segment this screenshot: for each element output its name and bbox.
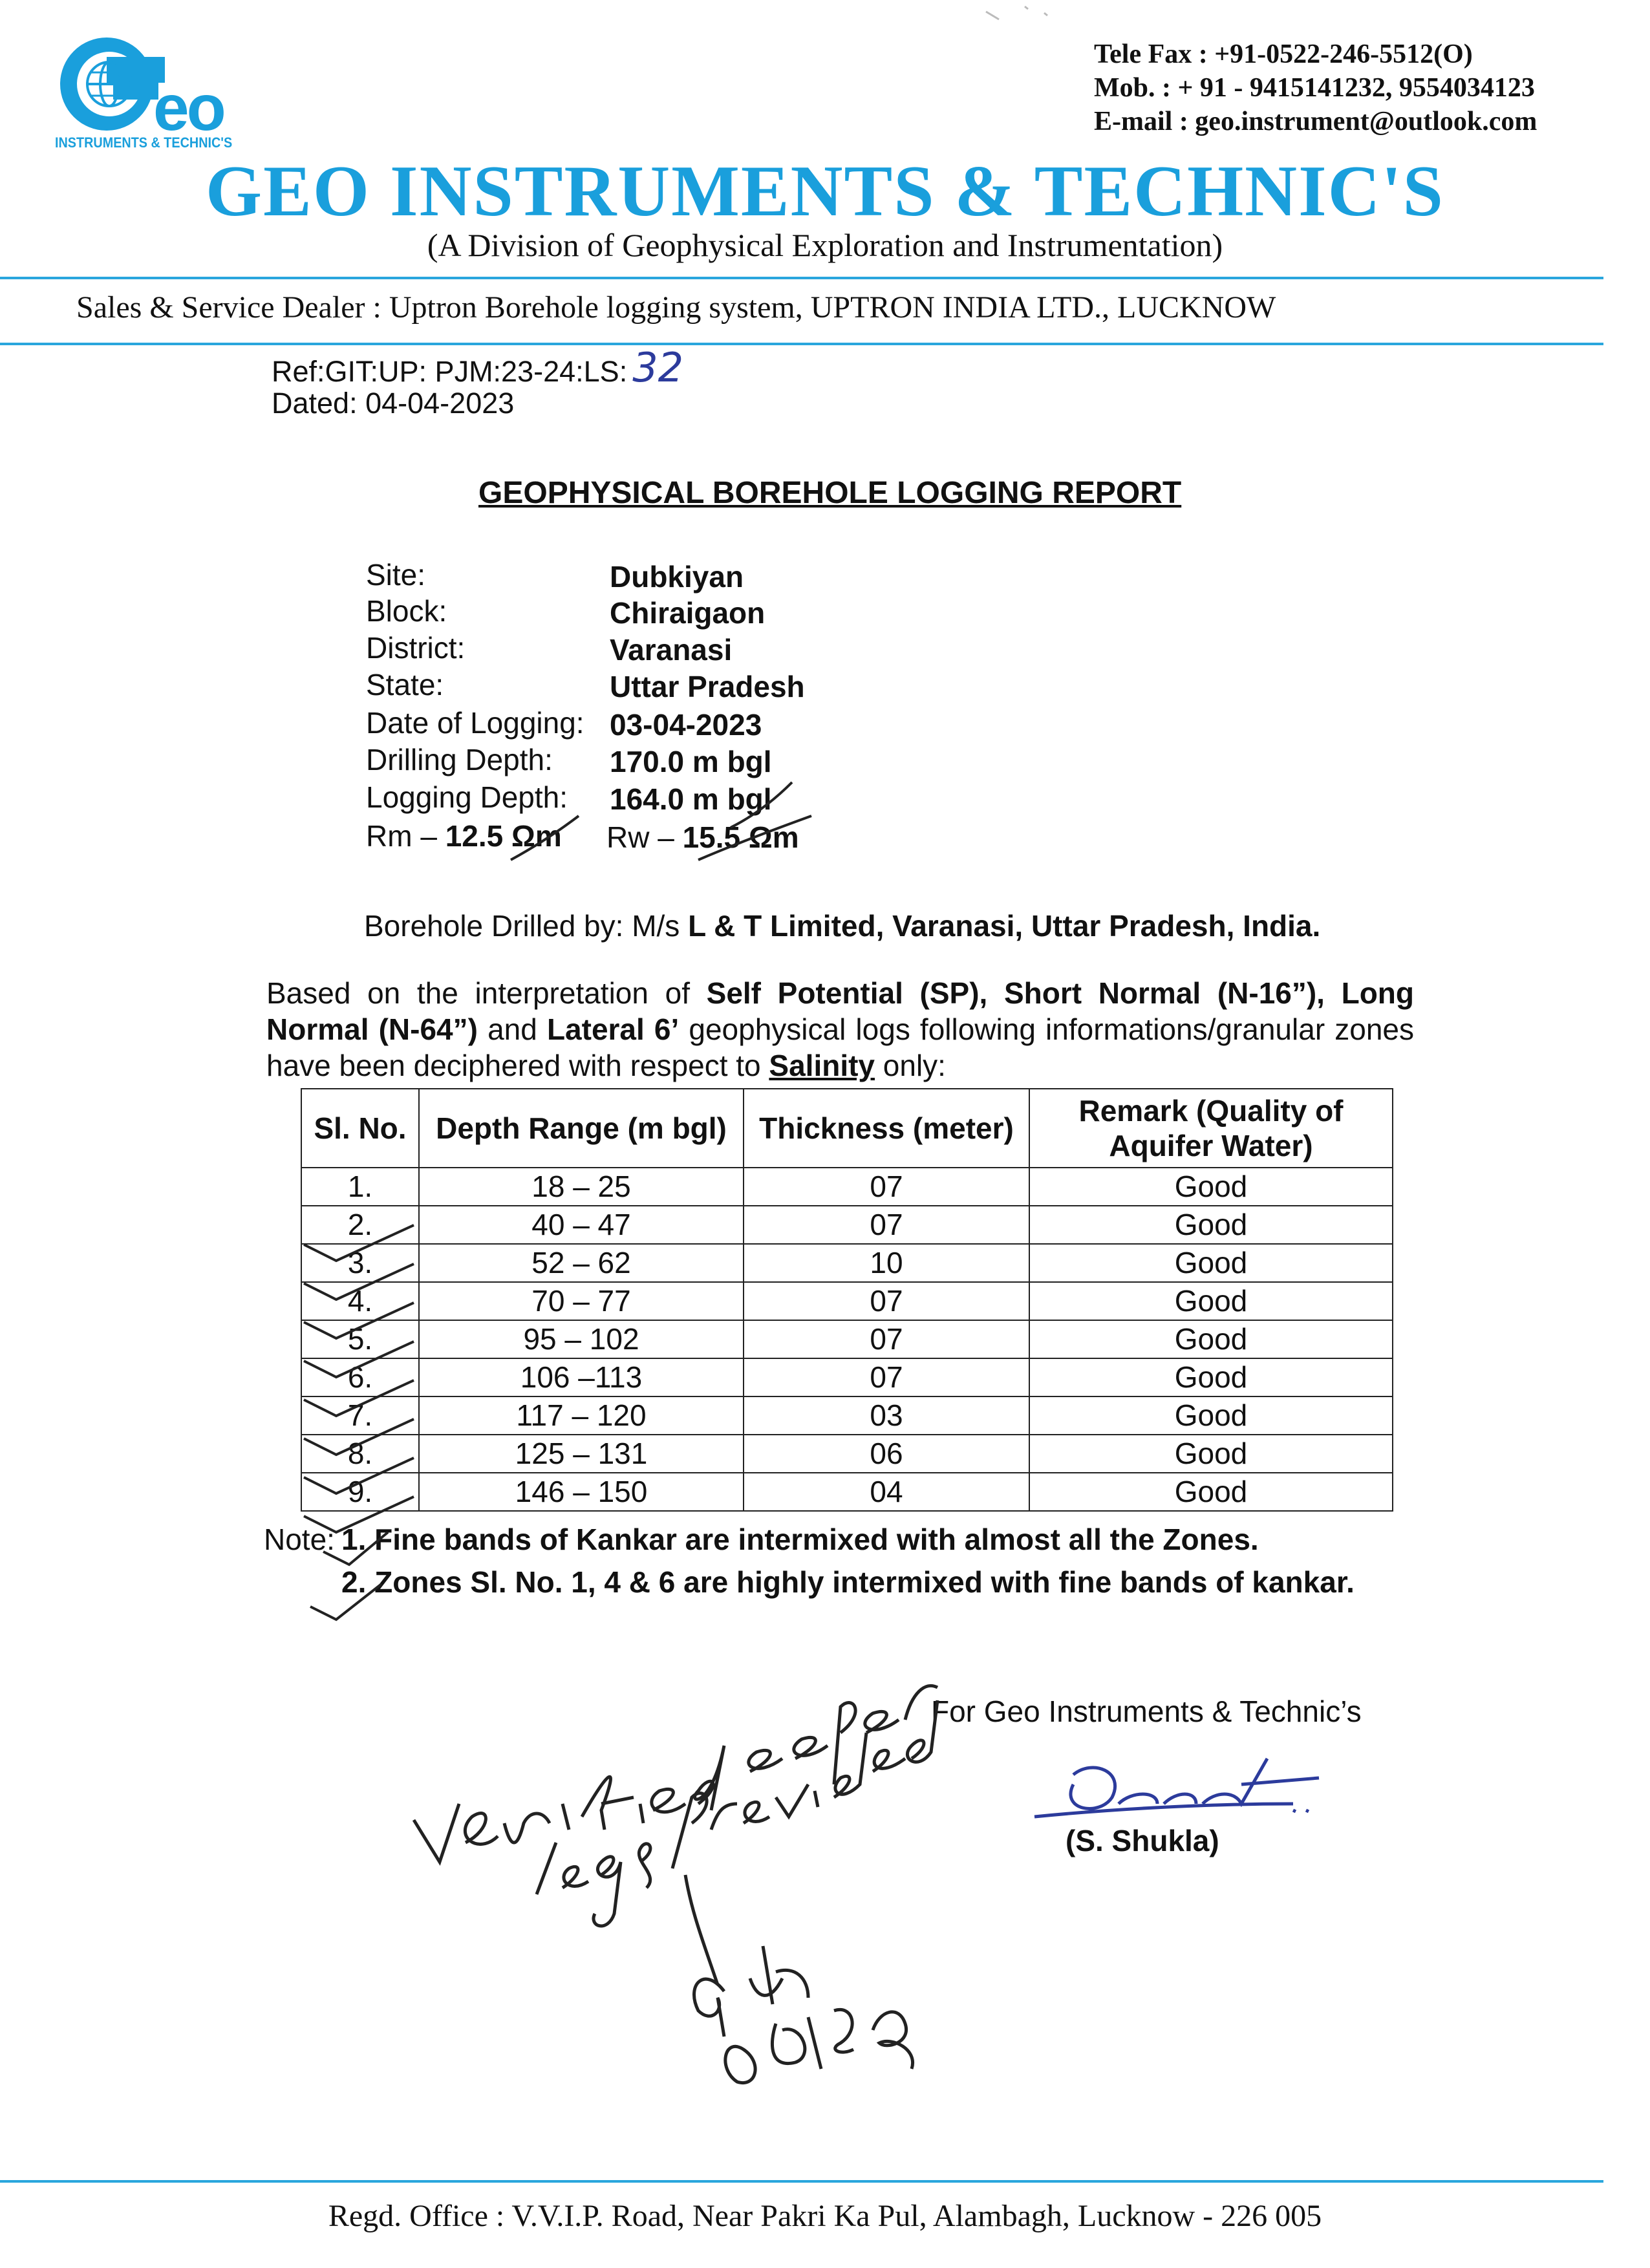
cell-depth: 70 – 77	[419, 1282, 744, 1320]
intro-bold-logs: Self Potential (SP), Short Normal (N-16”), Long Normal (N-64”)	[266, 976, 1414, 1046]
info-label-state: State:	[366, 668, 444, 701]
info-label-district: District:	[366, 631, 466, 665]
logo-caption: INSTRUMENTS & TECHNIC'S	[55, 134, 233, 151]
info-label-site: Site:	[366, 558, 426, 592]
info-value-district: Varanasi	[610, 633, 733, 667]
cell-remark: Good	[1029, 1168, 1393, 1206]
cell-sl-no: 2.	[301, 1206, 419, 1244]
dated-line: Dated: 04-04-2023	[272, 387, 515, 420]
cell-thickness: 07	[744, 1358, 1029, 1396]
mobile-numbers: Mob. : + 91 - 9415141232, 9554034123	[1094, 73, 1535, 103]
footer-rule	[0, 2180, 1603, 2183]
cell-remark: Good	[1029, 1206, 1393, 1244]
info-value-date-of-logging: 03-04-2023	[610, 708, 762, 742]
cell-remark: Good	[1029, 1244, 1393, 1282]
cell-remark: Good	[1029, 1396, 1393, 1435]
note-1-text: 1. Fine bands of Kankar are intermixed with almost all the Zones.	[341, 1523, 1259, 1556]
cell-depth: 40 – 47	[419, 1206, 744, 1244]
reference-label: Ref:GIT:UP: PJM:23-24:LS:	[272, 355, 628, 388]
rm-label: Rm –	[366, 819, 437, 853]
cell-depth: 18 – 25	[419, 1168, 744, 1206]
rw-label: Rw –	[606, 820, 674, 854]
cell-thickness: 07	[744, 1320, 1029, 1358]
driller-value: L & T Limited, Varanasi, Uttar Pradesh, India.	[688, 909, 1321, 943]
intro-text: and	[477, 1012, 547, 1046]
info-value-block: Chiraigaon	[610, 596, 766, 630]
cell-thickness: 07	[744, 1168, 1029, 1206]
intro-text: geophysical logs following informations/granular zones have been deciphered with respect to	[266, 1012, 1415, 1082]
info-label-block: Block:	[366, 594, 447, 628]
report-title: GEOPHYSICAL BOREHOLE LOGGING REPORT	[478, 476, 1182, 510]
info-value-logging-depth: 164.0 m bgl	[610, 782, 772, 816]
cell-thickness: 04	[744, 1473, 1029, 1511]
cell-thickness: 03	[744, 1396, 1029, 1435]
cell-thickness: 10	[744, 1244, 1029, 1282]
cell-remark: Good	[1029, 1320, 1393, 1358]
signatory-name: (S. Shukla)	[1066, 1824, 1219, 1857]
cell-remark: Good	[1029, 1473, 1393, 1511]
intro-text: only:	[875, 1049, 946, 1082]
cell-thickness: 07	[744, 1206, 1029, 1244]
cell-depth: 117 – 120	[419, 1396, 744, 1435]
email-address: E-mail : geo.instrument@outlook.com	[1094, 107, 1538, 136]
cell-depth: 52 – 62	[419, 1244, 744, 1282]
info-label-logging-depth: Logging Depth:	[366, 780, 568, 814]
note-label: Note:	[264, 1523, 335, 1556]
cell-sl-no: 6.	[301, 1358, 419, 1396]
info-label-date-of-logging: Date of Logging:	[366, 706, 584, 740]
rw-value: 15.5 Ωm	[682, 820, 799, 854]
note-2-text: 2. Zones Sl. No. 1, 4 & 6 are highly intermixed with fine bands of kankar.	[341, 1565, 1355, 1599]
cell-sl-no: 3.	[301, 1244, 419, 1282]
cell-sl-no: 7.	[301, 1396, 419, 1435]
tele-fax: Tele Fax : +91-0522-246-5512(O)	[1094, 39, 1473, 69]
for-company-line: For Geo Instruments & Technic’s	[931, 1695, 1362, 1728]
header-sl-no: Sl. No.	[301, 1089, 419, 1168]
info-value-site: Dubkiyan	[610, 560, 744, 594]
cell-remark: Good	[1029, 1358, 1393, 1396]
cell-thickness: 07	[744, 1282, 1029, 1320]
footer-address: Regd. Office : V.V.I.P. Road, Near Pakri Ka Pul, Alambagh, Lucknow - 226 005	[328, 2199, 1322, 2233]
cell-depth: 95 – 102	[419, 1320, 744, 1358]
info-value-drilling-depth: 170.0 m bgl	[610, 745, 772, 778]
header-remark: Remark (Quality of Aquifer Water)	[1029, 1089, 1393, 1168]
cell-sl-no: 1.	[301, 1168, 419, 1206]
cell-sl-no: 8.	[301, 1435, 419, 1473]
scan-speckle	[986, 6, 1047, 19]
intro-text: Based on the interpretation of	[266, 976, 707, 1010]
company-subtitle: (A Division of Geophysical Exploration and Instrumentation)	[427, 227, 1223, 263]
info-label-drilling-depth: Drilling Depth:	[366, 743, 553, 776]
logo-wordmark: eo	[153, 72, 224, 144]
cell-sl-no: 9.	[301, 1473, 419, 1511]
strike-marks	[511, 782, 811, 860]
cell-remark: Good	[1029, 1435, 1393, 1473]
tick-marks	[304, 1225, 414, 1620]
driller-label: Borehole Drilled by: M/s	[364, 909, 680, 943]
dealer-line: Sales & Service Dealer : Uptron Borehole logging system, UPTRON INDIA LTD., LUCKNOW	[76, 290, 1276, 325]
rm-value: 12.5 Ωm	[445, 819, 562, 853]
header-depth-range: Depth Range (m bgl)	[419, 1089, 744, 1168]
cell-depth: 106 –113	[419, 1358, 744, 1396]
intro-bold-lateral: Lateral 6’	[546, 1012, 680, 1046]
header-thickness: Thickness (meter)	[744, 1089, 1029, 1168]
cell-sl-no: 4.	[301, 1282, 419, 1320]
cell-thickness: 06	[744, 1435, 1029, 1473]
company-name: GEO INSTRUMENTS & TECHNIC'S	[206, 151, 1444, 231]
signature-mark	[1034, 1759, 1319, 1817]
intro-bold-salinity: Salinity	[769, 1049, 875, 1082]
cell-depth: 146 – 150	[419, 1473, 744, 1511]
info-value-state: Uttar Pradesh	[610, 670, 805, 703]
reference-number: 32	[632, 344, 684, 391]
cell-remark: Good	[1029, 1282, 1393, 1320]
verification-handwriting	[414, 1685, 938, 2082]
cell-sl-no: 5.	[301, 1320, 419, 1358]
cell-depth: 125 – 131	[419, 1435, 744, 1473]
